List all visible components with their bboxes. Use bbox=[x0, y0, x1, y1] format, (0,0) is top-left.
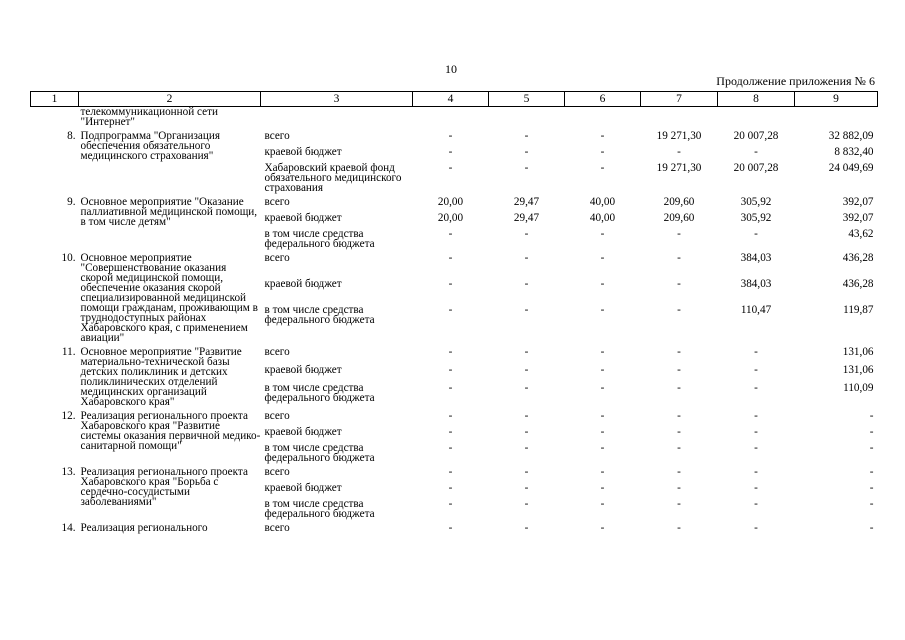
value-cell: - bbox=[600, 442, 605, 454]
col-header: 3 bbox=[261, 92, 413, 107]
value-cell: - bbox=[524, 482, 529, 494]
funding-source: в том числе средства федерального бюджета bbox=[264, 442, 375, 464]
value-cell: 40,00 bbox=[589, 212, 616, 224]
value-cell: - bbox=[754, 426, 758, 438]
value-cell: - bbox=[448, 146, 453, 158]
value-cell: 131,06 bbox=[842, 364, 874, 376]
value-cell: - bbox=[448, 130, 453, 142]
value-cell: - bbox=[448, 426, 453, 438]
value-cell: - bbox=[600, 252, 605, 264]
value-cell: - bbox=[754, 482, 758, 494]
value-cell: - bbox=[677, 146, 681, 158]
carry-over-text: телекоммуникационной сети "Интернет" bbox=[80, 106, 218, 128]
value-cell: - bbox=[448, 482, 453, 494]
carry-over-row bbox=[31, 107, 878, 128]
value-cell: 436,28 bbox=[842, 277, 874, 290]
value-cell: - bbox=[524, 442, 529, 454]
value-cell: - bbox=[869, 522, 874, 534]
value-cell: - bbox=[524, 346, 529, 358]
table-row bbox=[31, 127, 878, 141]
value-cell: - bbox=[524, 130, 529, 142]
value-cell: - bbox=[677, 466, 681, 478]
value-cell: - bbox=[448, 304, 453, 317]
value-cell: 8 832,40 bbox=[834, 146, 874, 158]
row-name: Подпрограмма "Организация обеспечения обязательного медицинского страхования" bbox=[80, 130, 220, 162]
value-cell: - bbox=[524, 146, 529, 158]
value-cell: - bbox=[600, 410, 605, 422]
value-cell: 384,03 bbox=[740, 277, 772, 290]
value-cell: - bbox=[754, 410, 758, 422]
col-header: 8 bbox=[718, 92, 795, 107]
value-cell: 43,62 bbox=[848, 228, 874, 240]
value-cell: - bbox=[754, 146, 758, 158]
value-cell: - bbox=[600, 346, 605, 358]
table-row bbox=[31, 463, 878, 477]
value-cell: - bbox=[677, 277, 681, 290]
value-cell: - bbox=[600, 466, 605, 478]
value-cell: 20,00 bbox=[437, 212, 464, 224]
value-cell: - bbox=[524, 162, 529, 174]
value-cell: - bbox=[524, 277, 529, 290]
value-cell: 19 271,30 bbox=[656, 130, 702, 142]
value-cell: - bbox=[677, 482, 681, 494]
value-cell: - bbox=[600, 146, 605, 158]
value-cell: - bbox=[600, 382, 605, 395]
budget-table bbox=[30, 91, 878, 533]
value-cell: - bbox=[600, 522, 605, 534]
value-cell: - bbox=[869, 482, 874, 494]
col-header: 6 bbox=[565, 92, 641, 107]
value-cell: - bbox=[677, 498, 681, 510]
value-cell: - bbox=[524, 466, 529, 478]
value-cell: 20 007,28 bbox=[733, 162, 779, 174]
row-number: 12. bbox=[61, 410, 76, 422]
value-cell: - bbox=[869, 442, 874, 454]
funding-source: всего bbox=[264, 252, 290, 264]
value-cell: 24 049,69 bbox=[828, 162, 874, 174]
value-cell: - bbox=[524, 364, 529, 376]
funding-source: всего bbox=[264, 196, 290, 208]
value-cell: - bbox=[754, 382, 758, 395]
value-cell: - bbox=[754, 466, 758, 478]
row-number: 11. bbox=[61, 346, 76, 358]
value-cell: - bbox=[754, 228, 758, 240]
value-cell: - bbox=[754, 442, 758, 454]
funding-source: в том числе средства федерального бюджета bbox=[264, 382, 375, 405]
value-cell: 32 882,09 bbox=[828, 130, 874, 142]
funding-source: краевой бюджет bbox=[264, 482, 342, 494]
funding-source: всего bbox=[264, 346, 290, 358]
value-cell: 20 007,28 bbox=[733, 130, 779, 142]
value-cell: 19 271,30 bbox=[656, 162, 702, 174]
funding-source: всего bbox=[264, 130, 290, 142]
value-cell: - bbox=[677, 304, 681, 317]
value-cell: - bbox=[524, 382, 529, 395]
value-cell: - bbox=[754, 364, 758, 376]
funding-source: в том числе средства федерального бюджета bbox=[264, 498, 375, 520]
table-body bbox=[31, 107, 878, 534]
col-header: 7 bbox=[641, 92, 718, 107]
row-number: 8. bbox=[67, 130, 76, 142]
value-cell: 110,47 bbox=[740, 304, 772, 317]
funding-source: всего bbox=[264, 410, 290, 422]
table-row bbox=[31, 343, 878, 359]
value-cell: - bbox=[600, 304, 605, 317]
value-cell: - bbox=[754, 346, 758, 358]
col-header: 2 bbox=[79, 92, 261, 107]
row-name: Реализация регионального bbox=[80, 522, 208, 534]
funding-source: в том числе средства федерального бюджета bbox=[264, 304, 375, 327]
row-name: Реализация регионального проекта Хабаровского края "Борьба с сердечно-сосудистыми заболеваниями" bbox=[80, 466, 248, 508]
value-cell: - bbox=[448, 346, 453, 358]
table-row bbox=[31, 407, 878, 421]
row-name: Основное мероприятие "Оказание паллиативной медицинской помощи, в том числе детям" bbox=[80, 196, 258, 228]
value-cell: - bbox=[524, 426, 529, 438]
value-cell: - bbox=[448, 252, 453, 264]
funding-source: краевой бюджет bbox=[264, 364, 342, 376]
funding-source: всего bbox=[264, 466, 290, 478]
value-cell: - bbox=[600, 364, 605, 376]
value-cell: - bbox=[524, 304, 529, 317]
value-cell: - bbox=[677, 252, 681, 264]
value-cell: 131,06 bbox=[842, 346, 874, 358]
col-header: 1 bbox=[31, 92, 79, 107]
column-number-row bbox=[31, 92, 878, 107]
value-cell: - bbox=[869, 466, 874, 478]
col-header: 4 bbox=[413, 92, 489, 107]
value-cell: 384,03 bbox=[740, 252, 772, 264]
table-row bbox=[31, 519, 878, 533]
value-cell: 119,87 bbox=[843, 304, 874, 317]
value-cell: 305,92 bbox=[740, 196, 772, 208]
value-cell: - bbox=[524, 252, 529, 264]
value-cell: - bbox=[600, 162, 605, 174]
value-cell: - bbox=[869, 498, 874, 510]
value-cell: - bbox=[524, 410, 529, 422]
value-cell: 209,60 bbox=[663, 212, 695, 224]
funding-source: краевой бюджет bbox=[264, 212, 342, 224]
value-cell: - bbox=[448, 277, 453, 290]
value-cell: 110,09 bbox=[843, 382, 874, 395]
value-cell: - bbox=[869, 426, 874, 438]
row-number: 13. bbox=[61, 466, 76, 478]
value-cell: - bbox=[677, 426, 681, 438]
value-cell: - bbox=[600, 277, 605, 290]
value-cell: - bbox=[600, 130, 605, 142]
value-cell: 436,28 bbox=[842, 252, 874, 264]
value-cell: - bbox=[448, 410, 453, 422]
value-cell: 392,07 bbox=[842, 212, 874, 224]
value-cell: - bbox=[677, 442, 681, 454]
funding-source: всего bbox=[264, 522, 290, 534]
value-cell: - bbox=[677, 522, 681, 534]
continuation-title: Продолжение приложения № 6 bbox=[716, 74, 875, 88]
value-cell: - bbox=[677, 410, 681, 422]
value-cell: - bbox=[448, 228, 453, 240]
row-name: Основное мероприятие "Развитие материально-технической базы детских поликлиник и детских поликлинических отделений медицинских организаций Хабаровского края" bbox=[80, 346, 242, 408]
value-cell: - bbox=[448, 498, 453, 510]
value-cell: - bbox=[524, 498, 529, 510]
value-cell: 20,00 bbox=[437, 196, 464, 208]
table-row bbox=[31, 193, 878, 207]
page-number: 10 bbox=[445, 62, 457, 76]
funding-source: краевой бюджет bbox=[264, 426, 342, 438]
value-cell: - bbox=[600, 228, 605, 240]
row-number: 14. bbox=[61, 522, 76, 534]
value-cell: - bbox=[524, 228, 529, 240]
value-cell: - bbox=[677, 382, 681, 395]
value-cell: 305,92 bbox=[740, 212, 772, 224]
value-cell: - bbox=[448, 466, 453, 478]
value-cell: - bbox=[600, 426, 605, 438]
row-name: Основное мероприятие "Совершенствование оказания скорой медицинской помощи, обеспечение оказания скорой специализированной медицинской помощи гражданам, проживающим в труднодоступных районах Хабаровского края, с применением авиации" bbox=[80, 252, 258, 344]
value-cell: - bbox=[677, 364, 681, 376]
funding-source: краевой бюджет bbox=[264, 277, 342, 290]
col-header: 9 bbox=[795, 92, 878, 107]
value-cell: - bbox=[677, 346, 681, 358]
value-cell: 209,60 bbox=[663, 196, 695, 208]
funding-source: краевой бюджет bbox=[264, 146, 342, 158]
value-cell: 392,07 bbox=[842, 196, 874, 208]
row-number: 10. bbox=[61, 252, 76, 264]
value-cell: 29,47 bbox=[513, 196, 540, 208]
value-cell: - bbox=[754, 522, 758, 534]
col-header: 5 bbox=[489, 92, 565, 107]
row-name: Реализация регионального проекта Хабаровского края "Развитие системы оказания первичной медико-санитарной помощи" bbox=[80, 410, 261, 452]
row-number: 9. bbox=[67, 196, 76, 208]
value-cell: - bbox=[524, 522, 529, 534]
funding-source: в том числе средства федерального бюджета bbox=[264, 228, 375, 250]
value-cell: - bbox=[448, 162, 453, 174]
value-cell: - bbox=[448, 382, 453, 395]
value-cell: - bbox=[600, 498, 605, 510]
value-cell: - bbox=[448, 442, 453, 454]
value-cell: - bbox=[600, 482, 605, 494]
value-cell: - bbox=[754, 498, 758, 510]
value-cell: 29,47 bbox=[513, 212, 540, 224]
funding-source: Хабаровский краевой фонд обязательного медицинского страхования bbox=[264, 162, 402, 194]
value-cell: - bbox=[448, 364, 453, 376]
value-cell: - bbox=[869, 410, 874, 422]
value-cell: - bbox=[448, 522, 453, 534]
value-cell: 40,00 bbox=[589, 196, 616, 208]
table-row bbox=[31, 249, 878, 273]
value-cell: - bbox=[677, 228, 681, 240]
